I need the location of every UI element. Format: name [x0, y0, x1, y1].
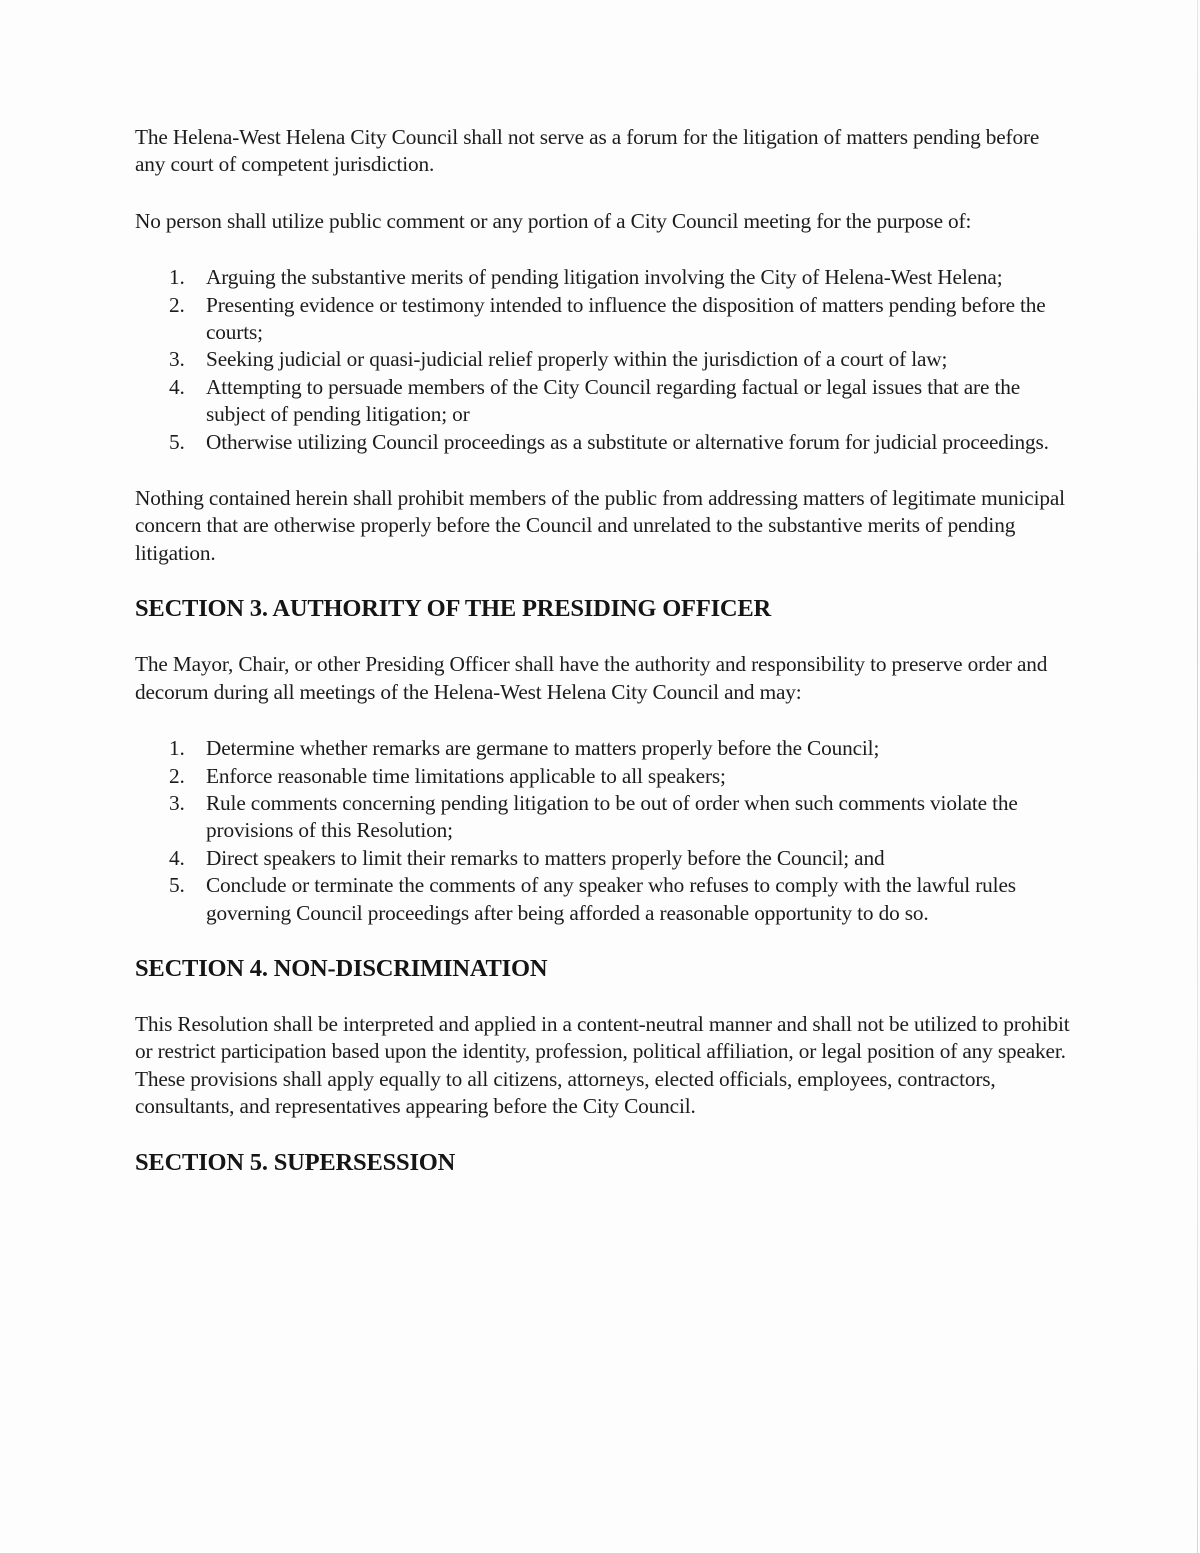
list-item	[169, 790, 1070, 845]
list-item	[169, 346, 1070, 373]
list-item-number: 2.	[169, 292, 185, 317]
list-item	[169, 429, 1070, 456]
list-item-text: Arguing the substantive merits of pending litigation involving the City of Helena-West Helena;	[206, 265, 1003, 290]
list-item	[169, 264, 1070, 291]
list-item	[169, 845, 1070, 872]
list-item-text: Determine whether remarks are germane to matters properly before the Council;	[206, 736, 880, 761]
presiding-officer-powers-list	[135, 735, 1070, 927]
prohibited-purposes-list	[135, 264, 1070, 456]
list-item-number: 3.	[169, 790, 185, 815]
paragraph-nothing-prohibits: Nothing contained herein shall prohibit members of the public from addressing matters of legitimate municipal concern that are otherwise properly before the Council and unrelated to the substantive merits of pending litigation.	[135, 486, 1065, 565]
section-3-heading: SECTION 3. AUTHORITY OF THE PRESIDING OFFICER	[135, 595, 772, 623]
paragraph-forum-statement: The Helena-West Helena City Council shall not serve as a forum for the litigation of matters pending before any court of competent jurisdiction.	[135, 125, 1040, 177]
list-item-number: 5.	[169, 429, 185, 454]
scan-edge-line	[1197, 0, 1198, 1553]
list-item-text: Enforce reasonable time limitations applicable to all speakers;	[206, 763, 726, 788]
section-4-heading: SECTION 4. NON-DISCRIMINATION	[135, 954, 548, 982]
list-item-text: Otherwise utilizing Council proceedings as a substitute or alternative forum for judicial proceedings.	[206, 429, 1049, 454]
list-item	[169, 374, 1070, 429]
paragraph-public-comment-purpose: No person shall utilize public comment or any portion of a City Council meeting for the purpose of:	[135, 208, 972, 233]
section-5-heading: SECTION 5. SUPERSESSION	[135, 1148, 456, 1176]
paragraph-presiding-officer-authority: The Mayor, Chair, or other Presiding Officer shall have the authority and responsibility to preserve order and decorum during all meetings of the Helena-West Helena City Council and may:	[135, 652, 1048, 704]
document-body	[135, 124, 1070, 1178]
list-item-number: 3.	[169, 347, 185, 372]
list-item-number: 5.	[169, 873, 185, 898]
list-item-text: Attempting to persuade members of the City Council regarding factual or legal issues that are the subject of pending litigation; or	[206, 374, 1021, 427]
list-item-number: 4.	[169, 374, 185, 399]
list-item	[169, 735, 1070, 762]
list-item-text: Rule comments concerning pending litigation to be out of order when such comments violate the provisions of this Resolution;	[206, 790, 1018, 843]
list-item-text: Presenting evidence or testimony intended to influence the disposition of matters pending before the courts;	[206, 292, 1046, 345]
list-item	[169, 292, 1070, 347]
list-item-text: Seeking judicial or quasi-judicial relief properly within the jurisdiction of a court of law;	[206, 347, 948, 372]
list-item-number: 1.	[169, 736, 185, 761]
list-item-number: 1.	[169, 265, 185, 290]
list-item-text: Conclude or terminate the comments of any speaker who refuses to comply with the lawful rules governing Council proceedings after being afforded a reasonable opportunity to do so.	[206, 873, 1016, 925]
list-item	[169, 872, 1070, 927]
list-item	[169, 763, 1070, 790]
list-item-text: Direct speakers to limit their remarks to matters properly before the Council; and	[206, 845, 885, 870]
paragraph-non-discrimination: This Resolution shall be interpreted and applied in a content-neutral manner and shall not be utilized to prohibit or restrict participation based upon the identity, profession, political affiliation, or legal position of any speaker. These provisions shall apply equally to all citizens, attorneys, elected officials, employees, contractors, consultants, and representatives appearing before the City Council.	[135, 1011, 1070, 1119]
list-item-number: 2.	[169, 763, 185, 788]
list-item-number: 4.	[169, 845, 185, 870]
